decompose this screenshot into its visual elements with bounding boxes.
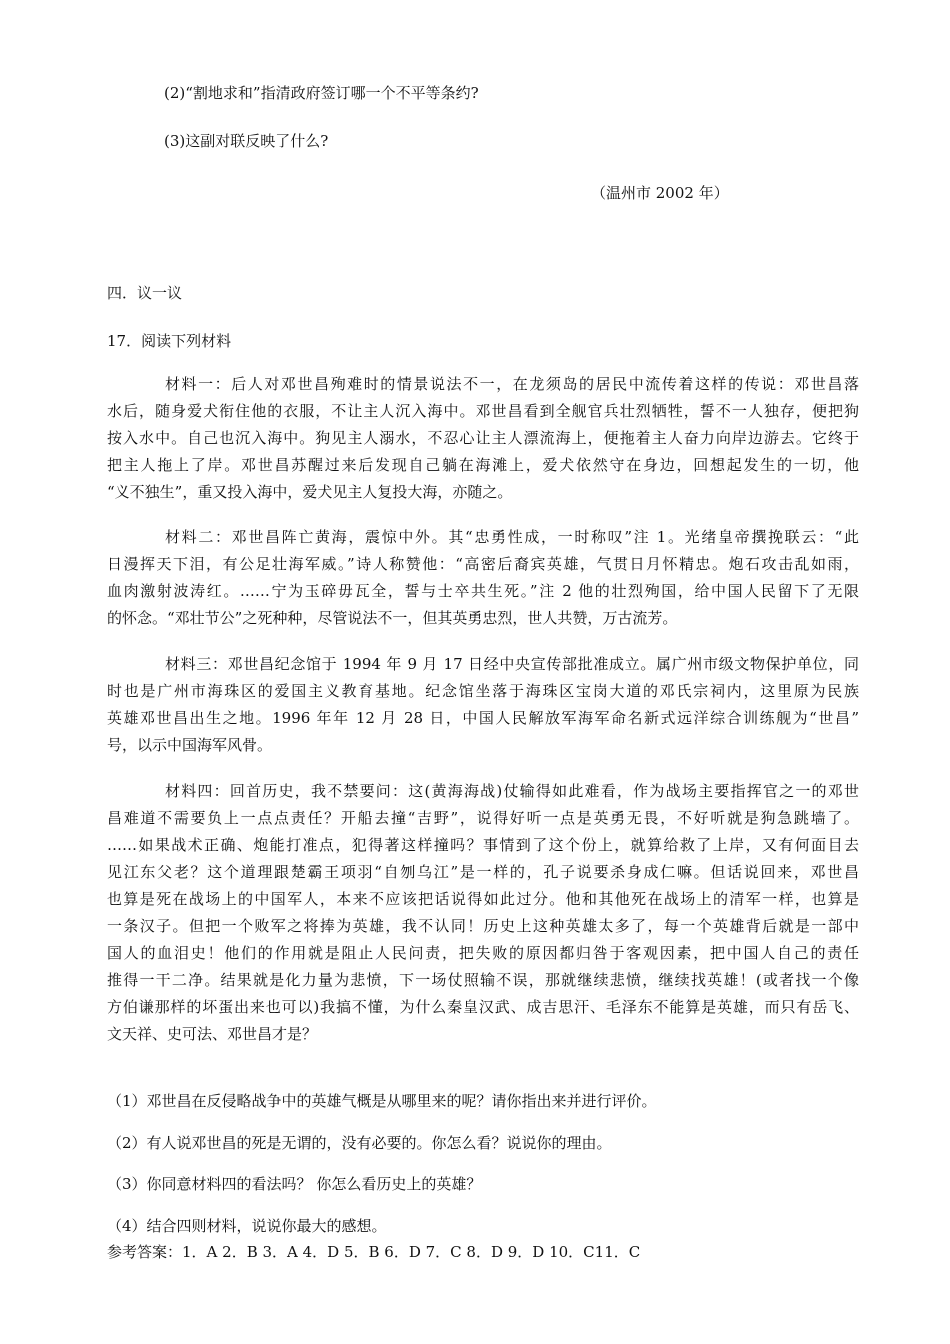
material-line: 材料二：邓世昌阵亡黄海，震惊中外。其“忠勇性成，一时称叹”注 1。光绪皇帝撰挽联云：“此	[165, 528, 859, 546]
sub-question-1: （1）邓世昌在反侵略战争中的英雄气概是从哪里来的呢？请你指出来并进行评价。	[107, 1092, 657, 1110]
material-3	[107, 651, 859, 759]
material-line: 文天祥、史可法、邓世昌才是？	[107, 1025, 318, 1043]
material-line: 血肉激射波涛红。……宁为玉碎毋瓦全，誓与士卒共生死。”注 2 他的壮烈殉国，给中国人民留下了无限	[107, 582, 859, 600]
material-line: 时也是广州市海珠区的爱国主义教育基地。纪念馆坐落于海珠区宝岗大道的邓氏宗祠内，这里原为民族	[107, 682, 859, 700]
material-1	[107, 371, 859, 506]
material-line: 水后，随身爱犬衔住他的衣服，不让主人沉入海中。邓世昌看到全舰官兵壮烈牺牲，誓不一人独存，便把狗	[107, 402, 859, 420]
material-line: 也算是死在战场上的中国军人，本来不应该把话说得如此过分。他和其他死在战场上的清军一样，也算是	[107, 890, 859, 908]
material-line: 按入水中。自己也沉入海中。狗见主人溺水，不忍心让主人漂流海上，便拖着主人奋力向岸边游去。它终于	[107, 429, 859, 447]
material-line: 日漫挥天下泪，有公足壮海军威。”诗人称赞他：“高密后裔宾英雄，气贯日月怀精忠。炮石攻击乱如雨，	[107, 555, 859, 573]
material-line: 方伯谦那样的坏蛋出来也可以)我搞不懂，为什么秦皇汉武、成吉思汗、毛泽东不能算是英雄，而只有岳飞、	[107, 998, 859, 1016]
material-line: 号，以示中国海军风骨。	[107, 736, 273, 754]
material-line: ……如果战术正确、炮能打准点，犯得著这样撞吗？事情到了这个份上，就算给救了上岸，又有何面目去	[107, 836, 859, 854]
sub-question-4: （4）结合四则材料，说说你最大的感想。	[107, 1217, 387, 1235]
question-2: (2)“割地求和”指清政府签订哪一个不平等条约?	[164, 84, 479, 102]
question-3: (3)这副对联反映了什么?	[164, 132, 329, 150]
question-17-title: 17．阅读下列材料	[107, 332, 232, 350]
material-line: 英雄邓世昌出生之地。1996 年年 12 月 28 日，中国人民解放军海军命名新式远洋综合训练舰为“世昌”	[107, 709, 859, 727]
material-line: 把主人拖上了岸。邓世昌苏醒过来后发现自己躺在海滩上，爱犬依然守在身边，回想起发生的一切，他	[107, 456, 859, 474]
material-line: “义不独生”，重又投入海中，爱犬见主人复投大海，亦随之。	[107, 483, 513, 501]
material-line: 见江东父老？这个道理跟楚霸王项羽“自刎乌江”是一样的，孔子说要杀身成仁嘛。但话说回来，邓世昌	[107, 863, 859, 881]
material-line: 的怀念。“邓壮节公”之死种种，尽管说法不一，但其英勇忠烈，世人共赞，万古流芳。	[107, 609, 678, 627]
sub-question-2: （2）有人说邓世昌的死是无谓的，没有必要的。你怎么看？说说你的理由。	[107, 1134, 612, 1152]
material-line: 一条汉子。但把一个败军之将捧为英雄，我不认同！历史上这种英雄太多了，每一个英雄背后就是一部中	[107, 917, 859, 935]
material-2	[107, 524, 859, 632]
material-line: 材料一：后人对邓世昌殉难时的情景说法不一，在龙须岛的居民中流传着这样的传说：邓世昌落	[165, 375, 859, 393]
answer-key: 参考答案：1．A 2．B 3．A 4．D 5．B 6．D 7．C 8．D 9．D 10．C11．C	[107, 1243, 641, 1261]
material-4	[107, 778, 859, 1048]
material-line: 材料三：邓世昌纪念馆于 1994 年 9 月 17 日经中央宣传部批准成立。属广州市级文物保护单位，同	[165, 655, 859, 673]
sub-question-3: （3）你同意材料四的看法吗？ 你怎么看历史上的英雄？	[107, 1175, 482, 1193]
material-line: 材料四：回首历史，我不禁要问：这(黄海海战)仗输得如此难看，作为战场主要指挥官之一的邓世	[165, 782, 859, 800]
section-heading: 四．议一议	[107, 284, 183, 302]
material-line: 昌难道不需要负上一点点责任？开船去撞“吉野”，说得好听一点是英勇无畏，不好听就是狗急跳墙了。	[107, 809, 859, 827]
source-note: （温州市 2002 年）	[591, 184, 729, 202]
material-line: 国人的血泪史！他们的作用就是阻止人民问责，把失败的原因都归咎于客观因素，把中国人自己的责任	[107, 944, 859, 962]
material-line: 推得一干二净。结果就是化力量为悲愤，下一场仗照输不误，那就继续悲愤，继续找英雄！(或者找一个像	[107, 971, 859, 989]
